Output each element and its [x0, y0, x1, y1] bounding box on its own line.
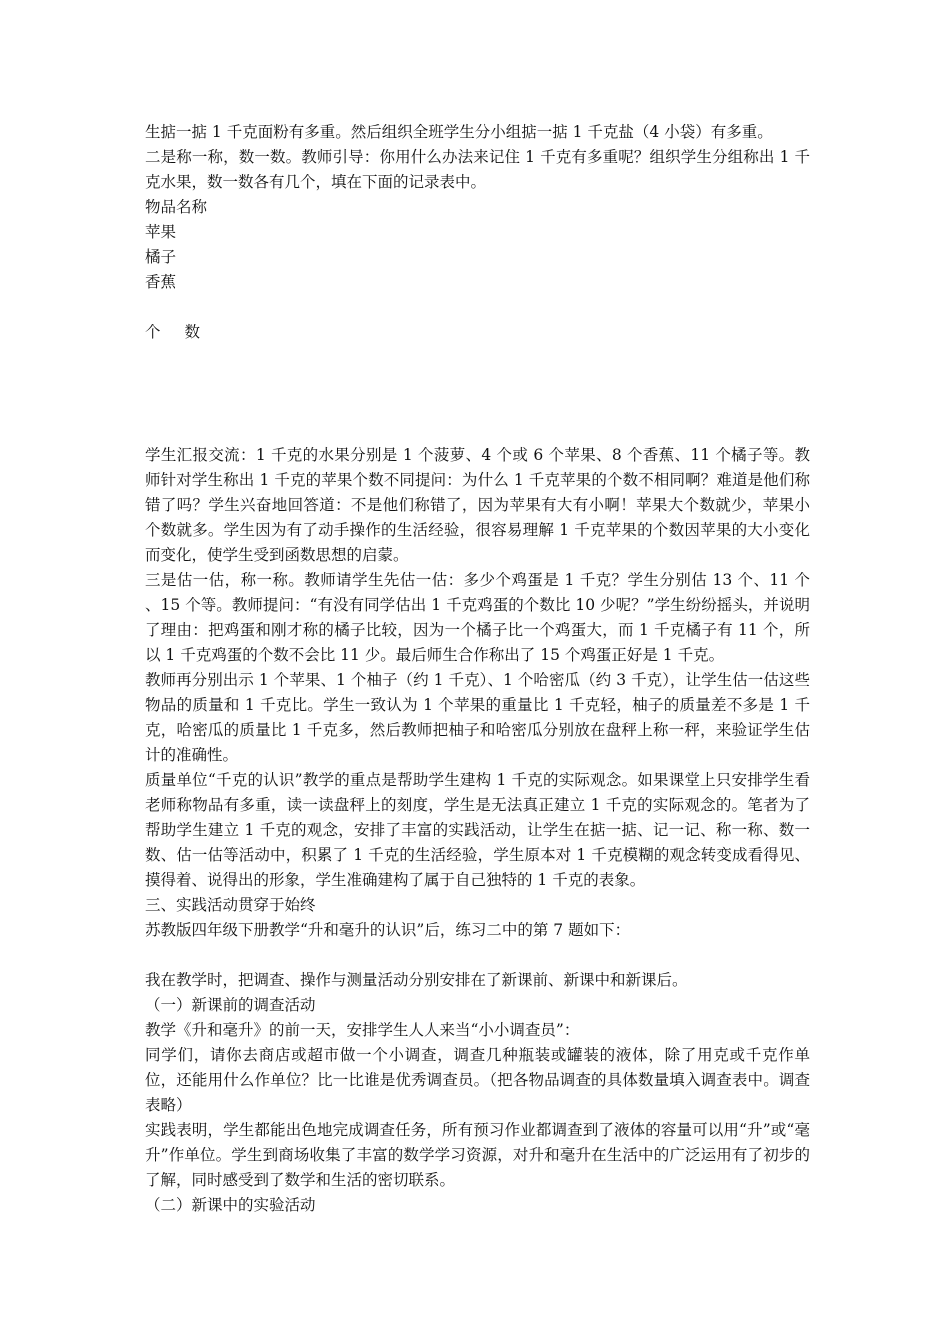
- paragraph: 教学《升和毫升》的前一天，安排学生人人来当“小小调查员”：: [145, 1021, 580, 1039]
- table-header: 物品名称: [145, 198, 208, 216]
- spacer: [145, 345, 810, 443]
- paragraph: 二是称一称，数一数。教师引导：你用什么办法来记住 1 千克有多重呢？组织学生分组称出 1 千克水果，数一数各有几个，填在下面的记录表中。: [145, 148, 810, 191]
- paragraph: 生掂一掂 1 千克面粉有多重。然后组织全班学生分小组掂一掂 1 千克盐（4 小袋）有多重。: [145, 123, 773, 141]
- table-item: 苹果: [145, 223, 177, 241]
- paragraph: 三是估一估，称一称。教师请学生先估一估：多少个鸡蛋是 1 千克？学生分别估 13 个、11 个 、15 个等。教师提问：“有没有同学估出 1 千克鸡蛋的个数比 10 少呢？”学生纷纷摇头，并说明了理由：把鸡蛋和刚才称的橘子比较，因为一个橘子比一个鸡蛋大，而 1 千克橘子有 11 个，所以 1 千克鸡蛋的个数不会比 11 少。最后师生合作称出了 15 个鸡蛋正好是 1 千克。: [145, 571, 810, 664]
- table-item: 香蕉: [145, 273, 177, 291]
- count-label-char: 个: [145, 323, 161, 341]
- spacer: [145, 295, 810, 320]
- spacer: [145, 943, 810, 968]
- document-body: [145, 120, 810, 1218]
- record-table: [145, 195, 810, 443]
- count-label-char: 数: [184, 323, 201, 341]
- paragraph: 我在教学时，把调查、操作与测量活动分别安排在了新课前、新课中和新课后。: [145, 971, 688, 989]
- paragraph: 实践表明，学生都能出色地完成调查任务，所有预习作业都调查到了液体的容量可以用“升”或“毫升”作单位。学生到商场收集了丰富的数学学习资源，对升和毫升在生活中的广泛运用有了初步的了解，同时感受到了数学和生活的密切联系。: [145, 1121, 810, 1189]
- paragraph: 苏教版四年级下册教学“升和毫升的认识”后，练习二中的第 7 题如下：: [145, 921, 631, 939]
- count-label: [145, 320, 810, 345]
- paragraph: 同学们，请你去商店或超市做一个小调查，调查几种瓶装或罐装的液体，除了用克或千克作单位，还能用什么作单位？比一比谁是优秀调查员。（把各物品调查的具体数量填入调查表中。调查表略）: [145, 1046, 810, 1114]
- paragraph: 学生汇报交流：1 千克的水果分别是 1 个菠萝、4 个或 6 个苹果、8 个香蕉、11 个橘子等。教师针对学生称出 1 千克的苹果个数不同提问：为什么 1 千克苹果的个数不相同啊？难道是他们称错了吗？学生兴奋地回答道：不是他们称错了，因为苹果有大有小啊！苹果大个数就少，苹果小个数就多。学生因为有了动手操作的生活经验，很容易理解 1 千克苹果的个数因苹果的大小变化而变化，使学生受到函数思想的启蒙。: [145, 446, 810, 564]
- paragraph: 教师再分别出示 1 个苹果、1 个柚子（约 1 千克）、1 个哈密瓜（约 3 千克），让学生估一估这些物品的质量和 1 千克比。学生一致认为 1 个苹果的重量比 1 千克轻，柚子的质量差不多是 1 千克，哈密瓜的质量比 1 千克多，然后教师把柚子和哈密瓜分别放在盘秤上称一秤，来验证学生估计的准确性。: [145, 671, 810, 764]
- section-heading: 三、实践活动贯穿于始终: [145, 896, 316, 914]
- table-item: 橘子: [145, 248, 177, 266]
- subsection-heading: （一）新课前的调查活动: [145, 996, 316, 1014]
- subsection-heading: （二）新课中的实验活动: [145, 1196, 316, 1214]
- paragraph: 质量单位“千克的认识”教学的重点是帮助学生建构 1 千克的实际观念。如果课堂上只安排学生看老师称物品有多重，读一读盘秤上的刻度，学生是无法真正建立 1 千克的实际观念的。笔者为了帮助学生建立 1 千克的观念，安排了丰富的实践活动，让学生在掂一掂、记一记、称一称、数一数、估一估等活动中，积累了 1 千克的生活经验，学生原本对 1 千克模糊的观念转变成看得见、摸得着、说得出的形象，学生准确建构了属于自己独特的 1 千克的表象。: [145, 771, 810, 889]
